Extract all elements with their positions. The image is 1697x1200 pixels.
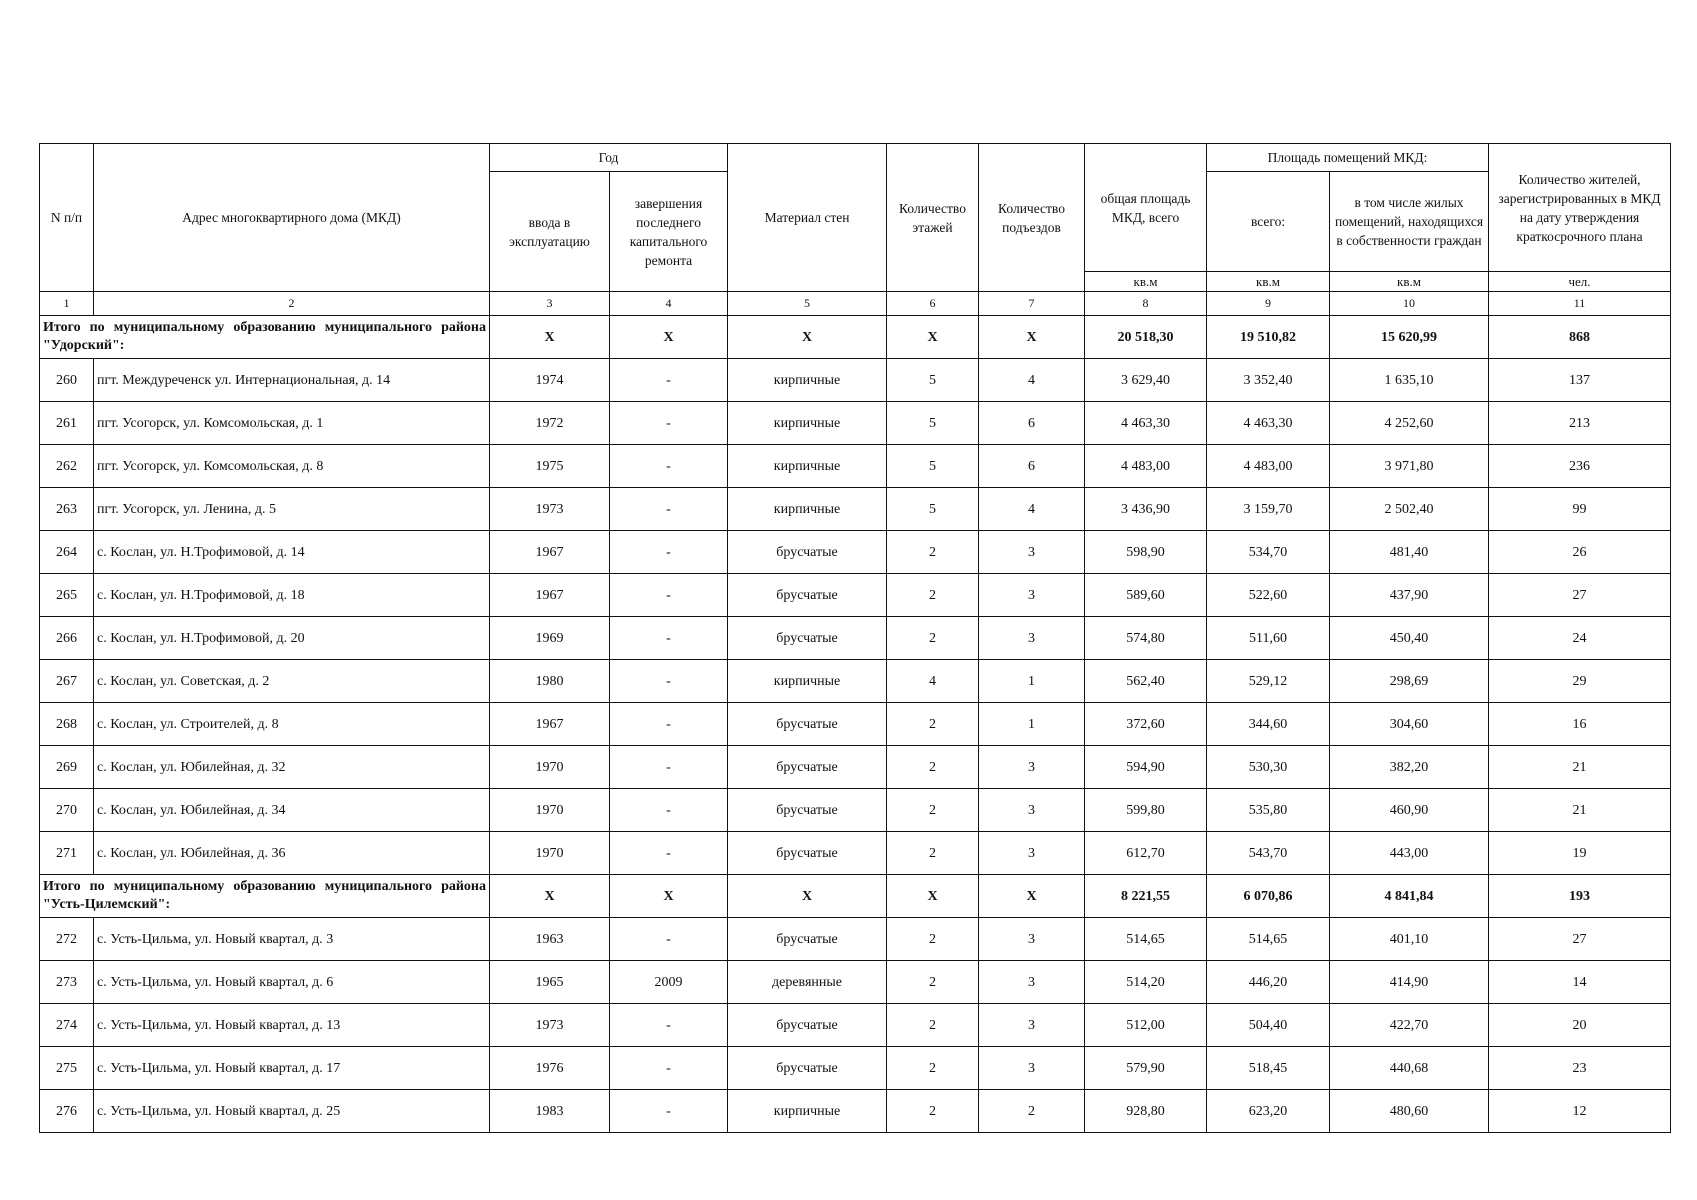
table-cell: 1976 xyxy=(490,1047,610,1090)
table-cell: 382,20 xyxy=(1330,746,1489,789)
table-cell: 372,60 xyxy=(1085,703,1207,746)
table-row xyxy=(40,402,1671,445)
table-cell: 5 xyxy=(887,359,979,402)
table-cell: 2 xyxy=(887,531,979,574)
table-cell: 5 xyxy=(887,488,979,531)
table-cell: 2 xyxy=(979,1090,1085,1133)
header-year-repair: завершения последнего капитального ремонта xyxy=(610,172,728,292)
address-cell: с. Кослан, ул. Н.Трофимовой, д. 18 xyxy=(94,574,490,617)
address-cell: с. Усть-Цильма, ул. Новый квартал, д. 3 xyxy=(94,918,490,961)
table-cell: 6 070,86 xyxy=(1207,875,1330,918)
column-number: 2 xyxy=(94,292,490,316)
table-cell: 3 xyxy=(979,832,1085,875)
table-cell: 3 xyxy=(979,961,1085,1004)
table-cell: 514,20 xyxy=(1085,961,1207,1004)
address-cell: с. Усть-Цильма, ул. Новый квартал, д. 6 xyxy=(94,961,490,1004)
table-row xyxy=(40,918,1671,961)
table-row xyxy=(40,445,1671,488)
table-cell: 3 436,90 xyxy=(1085,488,1207,531)
table-row xyxy=(40,574,1671,617)
table-cell: 481,40 xyxy=(1330,531,1489,574)
table-cell: 5 xyxy=(887,402,979,445)
row-number-cell: 274 xyxy=(40,1004,94,1047)
table-cell: - xyxy=(610,1047,728,1090)
row-number-cell: 275 xyxy=(40,1047,94,1090)
table-cell: 514,65 xyxy=(1207,918,1330,961)
row-number-cell: 261 xyxy=(40,402,94,445)
table-cell: 20 xyxy=(1489,1004,1671,1047)
address-cell: с. Усть-Цильма, ул. Новый квартал, д. 13 xyxy=(94,1004,490,1047)
table-cell: 2 xyxy=(887,617,979,660)
table-cell: брусчатые xyxy=(728,531,887,574)
table-cell: 1974 xyxy=(490,359,610,402)
table-cell: 6 xyxy=(979,402,1085,445)
total-label: Итого по муниципальному образованию муниципального района "Удорский": xyxy=(40,316,490,359)
table-cell: - xyxy=(610,531,728,574)
address-cell: пгт. Междуреченск ул. Интернациональная, д. 14 xyxy=(94,359,490,402)
table-cell: 450,40 xyxy=(1330,617,1489,660)
table-cell: 598,90 xyxy=(1085,531,1207,574)
table-cell: 23 xyxy=(1489,1047,1671,1090)
table-row xyxy=(40,488,1671,531)
table-cell: 3 629,40 xyxy=(1085,359,1207,402)
row-number-cell: 273 xyxy=(40,961,94,1004)
table-cell: - xyxy=(610,617,728,660)
table-cell: 1975 xyxy=(490,445,610,488)
table-cell: брусчатые xyxy=(728,746,887,789)
table-cell: кирпичные xyxy=(728,1090,887,1133)
table-cell: 193 xyxy=(1489,875,1671,918)
table-cell: 4 xyxy=(979,488,1085,531)
table-cell: 27 xyxy=(1489,918,1671,961)
table-cell: брусчатые xyxy=(728,832,887,875)
table-cell: 594,90 xyxy=(1085,746,1207,789)
table-cell: X xyxy=(610,316,728,359)
table-cell: 522,60 xyxy=(1207,574,1330,617)
row-number-cell: 260 xyxy=(40,359,94,402)
table-cell: 1969 xyxy=(490,617,610,660)
column-number: 3 xyxy=(490,292,610,316)
address-cell: с. Кослан, ул. Н.Трофимовой, д. 20 xyxy=(94,617,490,660)
table-cell: 1967 xyxy=(490,574,610,617)
table-row xyxy=(40,832,1671,875)
table-cell: - xyxy=(610,918,728,961)
document-page xyxy=(39,143,1670,1133)
table-cell: 20 518,30 xyxy=(1085,316,1207,359)
table-cell: 236 xyxy=(1489,445,1671,488)
table-cell: 27 xyxy=(1489,574,1671,617)
total-row xyxy=(40,316,1671,359)
table-row xyxy=(40,359,1671,402)
table-cell: - xyxy=(610,703,728,746)
table-cell: X xyxy=(728,875,887,918)
column-number: 4 xyxy=(610,292,728,316)
table-cell: 1963 xyxy=(490,918,610,961)
table-cell: брусчатые xyxy=(728,789,887,832)
table-cell: 344,60 xyxy=(1207,703,1330,746)
table-cell: 2 xyxy=(887,1047,979,1090)
table-cell: 511,60 xyxy=(1207,617,1330,660)
table-cell: 589,60 xyxy=(1085,574,1207,617)
table-cell: - xyxy=(610,660,728,703)
table-cell: 3 xyxy=(979,1004,1085,1047)
table-cell: 3 xyxy=(979,746,1085,789)
table-cell: 1967 xyxy=(490,703,610,746)
table-row xyxy=(40,531,1671,574)
table-cell: 213 xyxy=(1489,402,1671,445)
table-row xyxy=(40,703,1671,746)
table-cell: 401,10 xyxy=(1330,918,1489,961)
address-cell: с. Кослан, ул. Н.Трофимовой, д. 14 xyxy=(94,531,490,574)
table-row xyxy=(40,746,1671,789)
table-cell: 2 xyxy=(887,1004,979,1047)
header-year-in: ввода в эксплуатацию xyxy=(490,172,610,292)
table-cell: 16 xyxy=(1489,703,1671,746)
row-number-cell: 266 xyxy=(40,617,94,660)
table-cell: кирпичные xyxy=(728,488,887,531)
table-cell: 562,40 xyxy=(1085,660,1207,703)
table-cell: 422,70 xyxy=(1330,1004,1489,1047)
table-cell: 3 xyxy=(979,574,1085,617)
table-cell: 518,45 xyxy=(1207,1047,1330,1090)
total-row xyxy=(40,875,1671,918)
table-cell: 437,90 xyxy=(1330,574,1489,617)
table-cell: 504,40 xyxy=(1207,1004,1330,1047)
table-cell: 446,20 xyxy=(1207,961,1330,1004)
total-label: Итого по муниципальному образованию муниципального района "Усть-Цилемский": xyxy=(40,875,490,918)
table-cell: 443,00 xyxy=(1330,832,1489,875)
table-cell: брусчатые xyxy=(728,1004,887,1047)
table-cell: 15 620,99 xyxy=(1330,316,1489,359)
table-cell: 4 463,30 xyxy=(1085,402,1207,445)
table-cell: 26 xyxy=(1489,531,1671,574)
table-cell: 1 xyxy=(979,660,1085,703)
header-address: Адрес многоквартирного дома (МКД) xyxy=(94,144,490,292)
table-cell: 14 xyxy=(1489,961,1671,1004)
row-number-cell: 276 xyxy=(40,1090,94,1133)
table-cell: 1970 xyxy=(490,789,610,832)
table-cell: 928,80 xyxy=(1085,1090,1207,1133)
table-cell: 19 510,82 xyxy=(1207,316,1330,359)
table-cell: 5 xyxy=(887,445,979,488)
unit-residents: чел. xyxy=(1489,272,1671,292)
table-cell: кирпичные xyxy=(728,402,887,445)
table-cell: 4 483,00 xyxy=(1207,445,1330,488)
address-cell: с. Кослан, ул. Строителей, д. 8 xyxy=(94,703,490,746)
table-cell: 1967 xyxy=(490,531,610,574)
address-cell: с. Кослан, ул. Юбилейная, д. 34 xyxy=(94,789,490,832)
table-cell: X xyxy=(490,316,610,359)
table-cell: 868 xyxy=(1489,316,1671,359)
table-cell: 1970 xyxy=(490,832,610,875)
address-cell: пгт. Усогорск, ул. Комсомольская, д. 8 xyxy=(94,445,490,488)
table-cell: 8 221,55 xyxy=(1085,875,1207,918)
table-cell: 6 xyxy=(979,445,1085,488)
table-cell: 2009 xyxy=(610,961,728,1004)
table-cell: 4 xyxy=(887,660,979,703)
header-floors: Количество этажей xyxy=(887,144,979,292)
row-number-cell: 262 xyxy=(40,445,94,488)
header-area-private: в том числе жилых помещений, находящихся в собственности граждан xyxy=(1330,172,1489,272)
table-cell: 2 502,40 xyxy=(1330,488,1489,531)
table-cell: - xyxy=(610,402,728,445)
table-cell: - xyxy=(610,1090,728,1133)
table-cell: 480,60 xyxy=(1330,1090,1489,1133)
table-header xyxy=(40,144,1671,316)
column-numbers-row xyxy=(40,292,1671,316)
header-area-group: Площадь помещений МКД: xyxy=(1207,144,1489,172)
table-cell: 579,90 xyxy=(1085,1047,1207,1090)
table-cell: - xyxy=(610,1004,728,1047)
table-row xyxy=(40,1004,1671,1047)
table-cell: 1965 xyxy=(490,961,610,1004)
table-cell: 2 xyxy=(887,918,979,961)
housing-table xyxy=(39,143,1671,1133)
table-cell: 24 xyxy=(1489,617,1671,660)
table-cell: 1 635,10 xyxy=(1330,359,1489,402)
table-cell: 1973 xyxy=(490,1004,610,1047)
table-row xyxy=(40,660,1671,703)
header-num: N п/п xyxy=(40,144,94,292)
table-cell: X xyxy=(979,875,1085,918)
table-cell: 3 xyxy=(979,918,1085,961)
header-year-group: Год xyxy=(490,144,728,172)
table-cell: 543,70 xyxy=(1207,832,1330,875)
table-cell: 2 xyxy=(887,703,979,746)
table-cell: - xyxy=(610,746,728,789)
table-cell: 3 159,70 xyxy=(1207,488,1330,531)
header-material: Материал стен xyxy=(728,144,887,292)
header-residents: Количество жителей, зарегистрированных в МКД на дату утверждения краткосрочного плана xyxy=(1489,144,1671,272)
table-cell: 19 xyxy=(1489,832,1671,875)
table-cell: 4 252,60 xyxy=(1330,402,1489,445)
column-number: 1 xyxy=(40,292,94,316)
table-cell: 440,68 xyxy=(1330,1047,1489,1090)
unit-total-area: кв.м xyxy=(1085,272,1207,292)
table-body xyxy=(40,316,1671,1133)
table-cell: 304,60 xyxy=(1330,703,1489,746)
table-row xyxy=(40,1047,1671,1090)
row-number-cell: 270 xyxy=(40,789,94,832)
table-cell: кирпичные xyxy=(728,359,887,402)
table-cell: 1980 xyxy=(490,660,610,703)
address-cell: пгт. Усогорск, ул. Ленина, д. 5 xyxy=(94,488,490,531)
column-number: 8 xyxy=(1085,292,1207,316)
table-cell: 29 xyxy=(1489,660,1671,703)
table-cell: 512,00 xyxy=(1085,1004,1207,1047)
table-cell: 3 xyxy=(979,789,1085,832)
table-cell: 623,20 xyxy=(1207,1090,1330,1133)
table-cell: 599,80 xyxy=(1085,789,1207,832)
table-cell: X xyxy=(490,875,610,918)
table-row xyxy=(40,789,1671,832)
table-cell: X xyxy=(610,875,728,918)
table-cell: 2 xyxy=(887,1090,979,1133)
header-area-all: всего: xyxy=(1207,172,1330,272)
table-cell: 99 xyxy=(1489,488,1671,531)
row-number-cell: 265 xyxy=(40,574,94,617)
table-cell: 2 xyxy=(887,961,979,1004)
row-number-cell: 264 xyxy=(40,531,94,574)
table-cell: брусчатые xyxy=(728,1047,887,1090)
header-total-area: общая площадь МКД, всего xyxy=(1085,144,1207,272)
table-cell: деревянные xyxy=(728,961,887,1004)
table-cell: 12 xyxy=(1489,1090,1671,1133)
table-cell: 3 971,80 xyxy=(1330,445,1489,488)
table-cell: - xyxy=(610,488,728,531)
table-cell: 1973 xyxy=(490,488,610,531)
table-cell: 4 xyxy=(979,359,1085,402)
table-cell: 21 xyxy=(1489,789,1671,832)
row-number-cell: 263 xyxy=(40,488,94,531)
column-number: 6 xyxy=(887,292,979,316)
table-cell: 21 xyxy=(1489,746,1671,789)
table-cell: 1972 xyxy=(490,402,610,445)
table-cell: 298,69 xyxy=(1330,660,1489,703)
address-cell: с. Кослан, ул. Юбилейная, д. 32 xyxy=(94,746,490,789)
table-cell: 4 463,30 xyxy=(1207,402,1330,445)
table-cell: - xyxy=(610,445,728,488)
table-cell: 137 xyxy=(1489,359,1671,402)
table-cell: 574,80 xyxy=(1085,617,1207,660)
table-cell: брусчатые xyxy=(728,617,887,660)
table-cell: - xyxy=(610,359,728,402)
table-cell: - xyxy=(610,789,728,832)
table-cell: 2 xyxy=(887,832,979,875)
table-cell: 3 xyxy=(979,531,1085,574)
table-cell: 529,12 xyxy=(1207,660,1330,703)
table-cell: 514,65 xyxy=(1085,918,1207,961)
table-cell: кирпичные xyxy=(728,445,887,488)
unit-area-private: кв.м xyxy=(1330,272,1489,292)
table-cell: 4 841,84 xyxy=(1330,875,1489,918)
column-number: 9 xyxy=(1207,292,1330,316)
table-cell: брусчатые xyxy=(728,574,887,617)
column-number: 10 xyxy=(1330,292,1489,316)
table-row xyxy=(40,961,1671,1004)
table-cell: 414,90 xyxy=(1330,961,1489,1004)
table-cell: 3 xyxy=(979,1047,1085,1090)
table-cell: 4 483,00 xyxy=(1085,445,1207,488)
column-number: 5 xyxy=(728,292,887,316)
table-cell: 534,70 xyxy=(1207,531,1330,574)
table-cell: - xyxy=(610,832,728,875)
row-number-cell: 271 xyxy=(40,832,94,875)
row-number-cell: 269 xyxy=(40,746,94,789)
row-number-cell: 267 xyxy=(40,660,94,703)
table-cell: 535,80 xyxy=(1207,789,1330,832)
table-cell: X xyxy=(887,316,979,359)
table-cell: брусчатые xyxy=(728,918,887,961)
table-cell: брусчатые xyxy=(728,703,887,746)
table-cell: 2 xyxy=(887,789,979,832)
table-cell: 530,30 xyxy=(1207,746,1330,789)
table-row xyxy=(40,617,1671,660)
table-cell: X xyxy=(887,875,979,918)
table-cell: 2 xyxy=(887,574,979,617)
unit-area-all: кв.м xyxy=(1207,272,1330,292)
table-cell: 1970 xyxy=(490,746,610,789)
row-number-cell: 272 xyxy=(40,918,94,961)
address-cell: с. Усть-Цильма, ул. Новый квартал, д. 17 xyxy=(94,1047,490,1090)
table-cell: - xyxy=(610,574,728,617)
table-cell: 1 xyxy=(979,703,1085,746)
table-cell: X xyxy=(979,316,1085,359)
table-cell: 3 xyxy=(979,617,1085,660)
table-row xyxy=(40,1090,1671,1133)
column-number: 11 xyxy=(1489,292,1671,316)
table-cell: 1983 xyxy=(490,1090,610,1133)
table-cell: X xyxy=(728,316,887,359)
table-cell: 612,70 xyxy=(1085,832,1207,875)
table-cell: кирпичные xyxy=(728,660,887,703)
table-cell: 2 xyxy=(887,746,979,789)
header-entrances: Количество подъездов xyxy=(979,144,1085,292)
address-cell: пгт. Усогорск, ул. Комсомольская, д. 1 xyxy=(94,402,490,445)
row-number-cell: 268 xyxy=(40,703,94,746)
table-cell: 460,90 xyxy=(1330,789,1489,832)
table-cell: 3 352,40 xyxy=(1207,359,1330,402)
column-number: 7 xyxy=(979,292,1085,316)
address-cell: с. Усть-Цильма, ул. Новый квартал, д. 25 xyxy=(94,1090,490,1133)
address-cell: с. Кослан, ул. Юбилейная, д. 36 xyxy=(94,832,490,875)
address-cell: с. Кослан, ул. Советская, д. 2 xyxy=(94,660,490,703)
